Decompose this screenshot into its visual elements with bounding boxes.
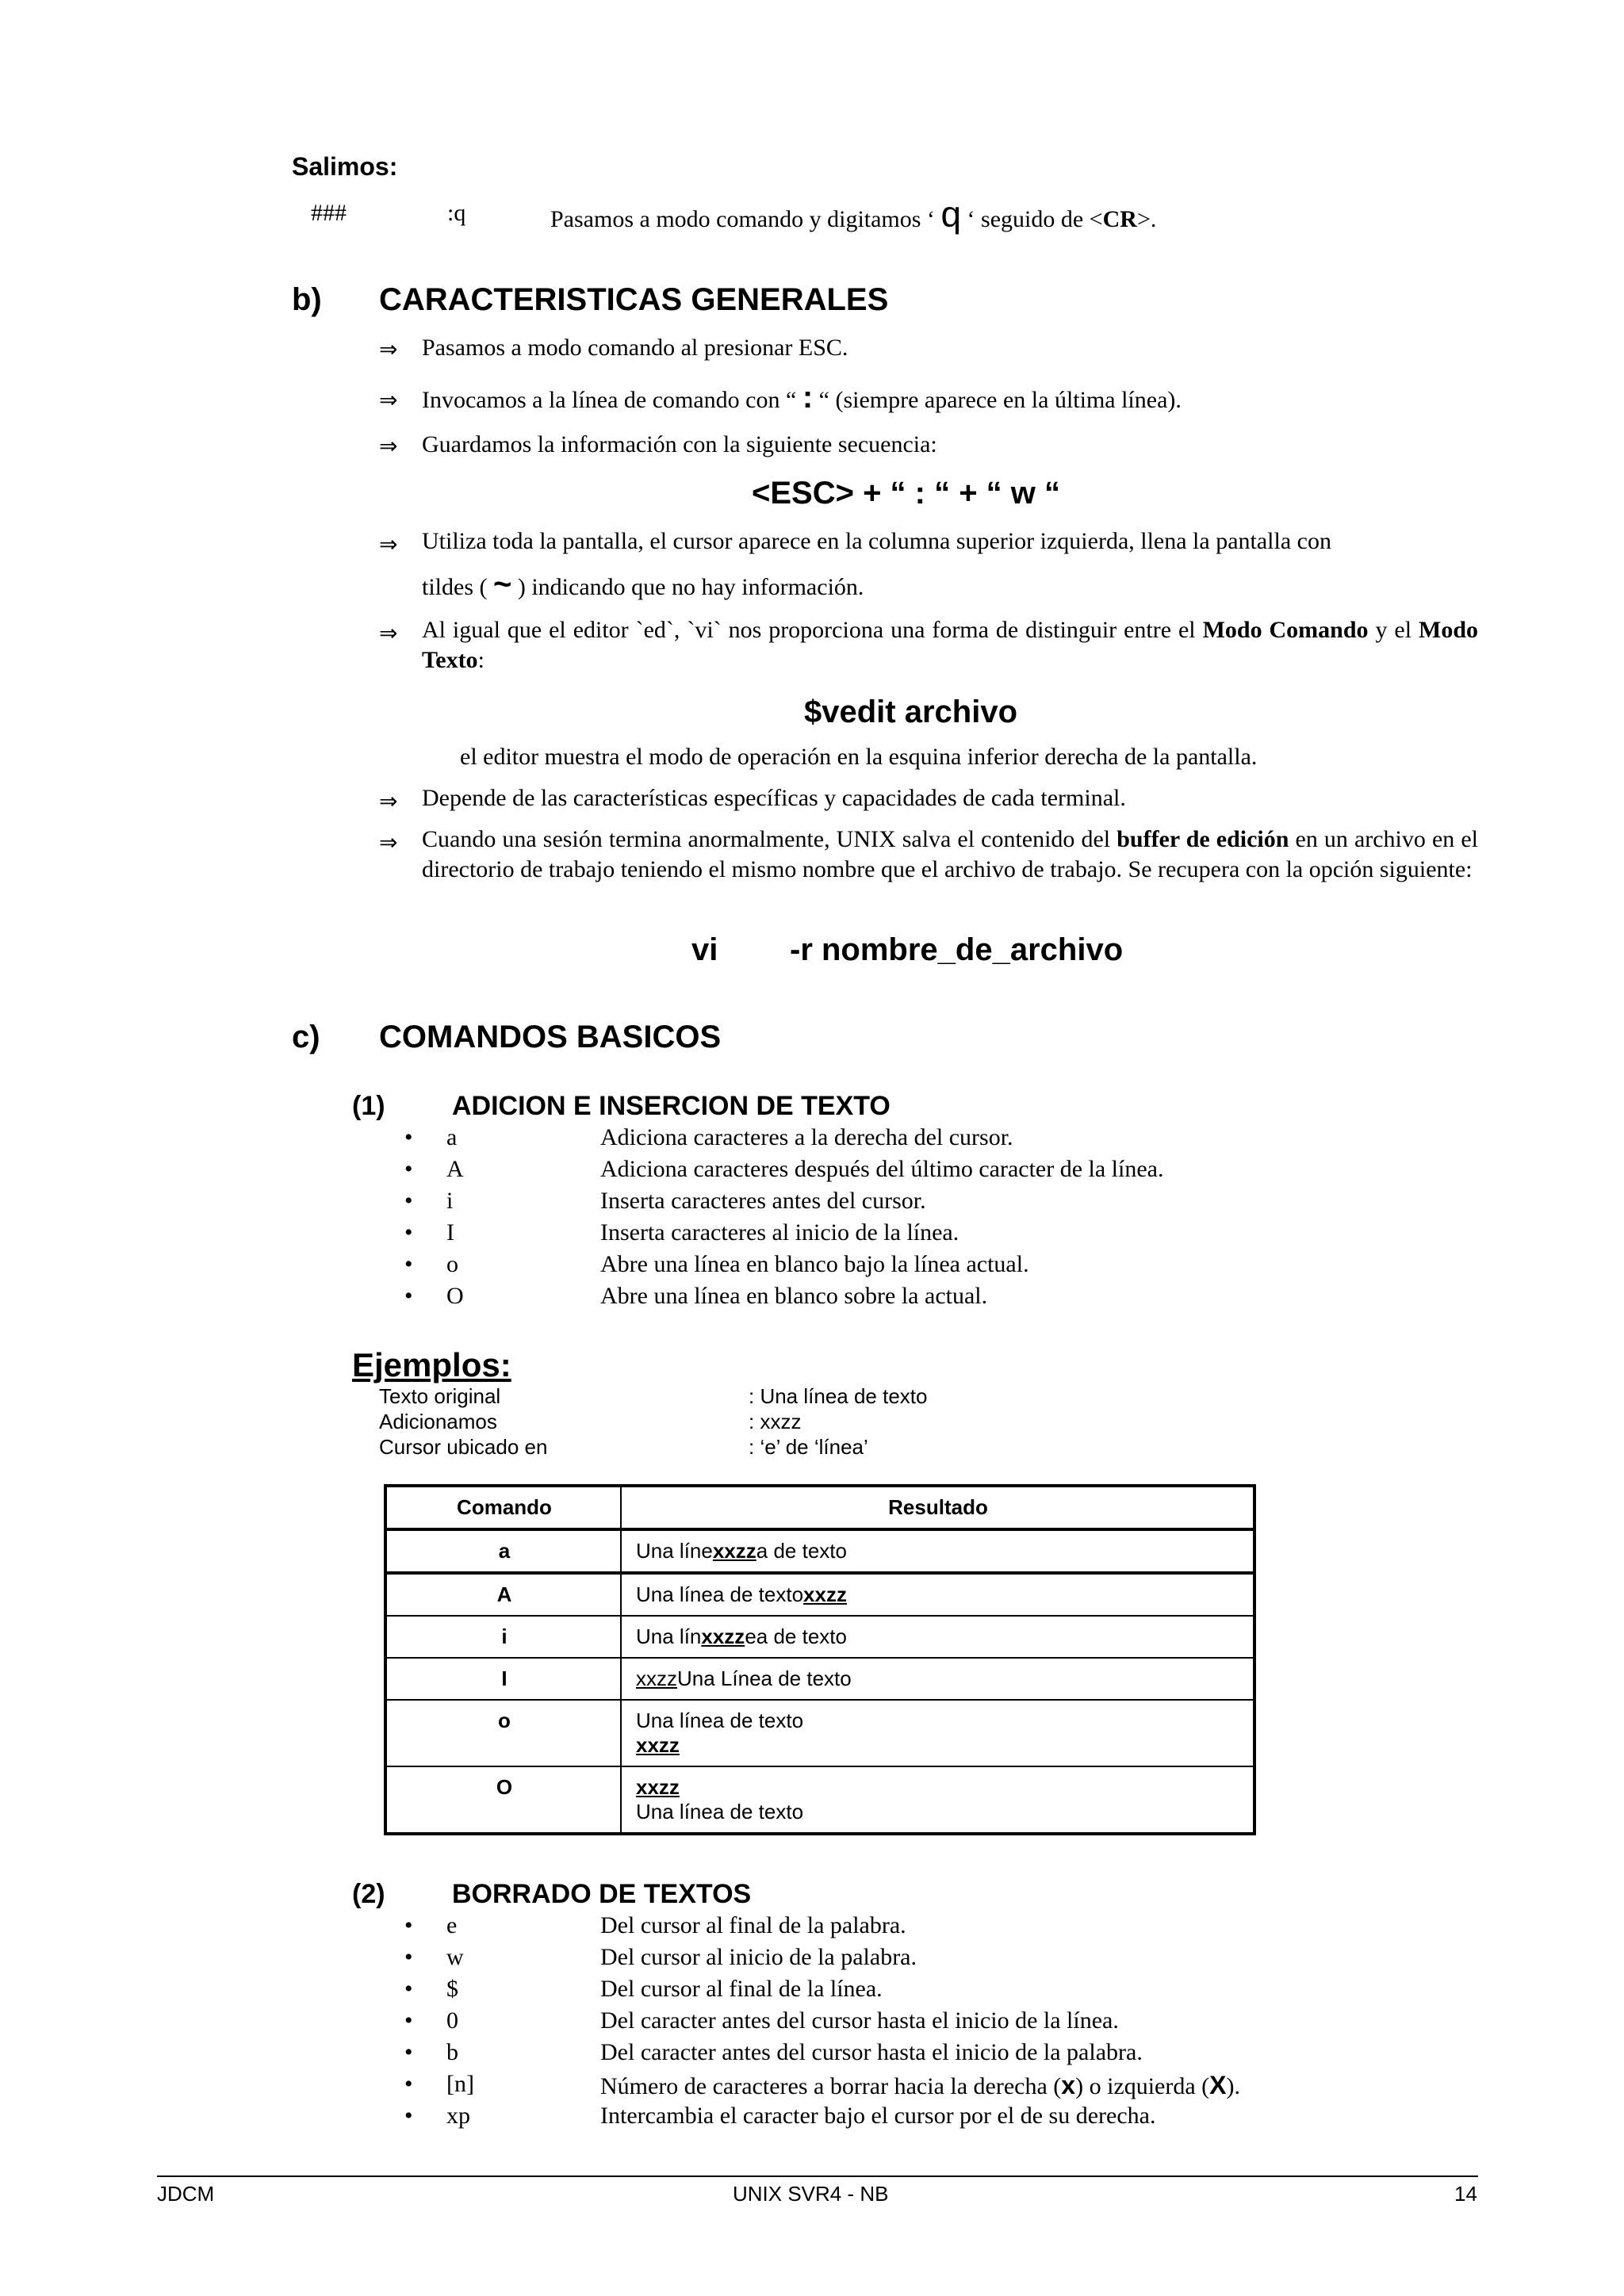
sub1-key: O xyxy=(446,1283,464,1309)
arrow-icon: ⇒ xyxy=(379,531,398,557)
inserted-text: xxzz xyxy=(636,1667,677,1690)
salimos-text-end: >. xyxy=(1136,206,1157,232)
command-cell: a xyxy=(385,1529,621,1573)
command-cell: A xyxy=(385,1573,621,1616)
sub1-desc: Inserta caracteres al inicio de la línea. xyxy=(600,1219,959,1246)
result-text: Una línea de texto xyxy=(636,1709,804,1732)
sub2-desc: Intercambia el caracter bajo el cursor por el de su derecha. xyxy=(600,2103,1156,2129)
sub1-key: a xyxy=(446,1124,458,1150)
result-text: Una lín xyxy=(636,1624,702,1648)
sub2-desc: Del caracter antes del cursor hasta el inicio de la línea. xyxy=(600,2007,1119,2034)
arrow-icon: ⇒ xyxy=(379,788,398,814)
section-c-title: COMANDOS BASICOS xyxy=(379,1020,722,1054)
modo-texto-label: Modo Texto xyxy=(422,617,1478,673)
caracteristica-5-end: : xyxy=(477,647,485,673)
salimos-description xyxy=(550,195,1156,239)
column-header-resultado: Resultado xyxy=(621,1486,1254,1529)
caracteristica-3: Guardamos la información con la siguiente secuencia: xyxy=(422,431,937,457)
sub1-desc: Inserta caracteres antes del cursor. xyxy=(600,1188,926,1214)
sub2-title: BORRADO DE TEXTOS xyxy=(452,1879,752,1909)
sub1-title: ADICION E INSERCION DE TEXTO xyxy=(452,1091,891,1121)
inserted-text: xxzz xyxy=(636,1733,680,1757)
result-text: Una línea de texto xyxy=(636,1800,804,1823)
caracteristica-7-text-after: en un archivo en el directorio de trabajo teniendo el mismo nombre que el archivo de trabajo. Se recupera con la opción siguiente: xyxy=(422,826,1478,882)
result-cell xyxy=(621,1658,1254,1700)
commands-table xyxy=(384,1484,1256,1835)
sub2-desc-end: ). xyxy=(1226,2073,1241,2099)
sub2-key: 0 xyxy=(446,2007,458,2034)
sub2-desc-text: Número de caracteres a borrar hacia la derecha ( xyxy=(600,2073,1062,2099)
modo-comando-label: Modo Comando xyxy=(1202,617,1369,643)
inserted-text: xxzz xyxy=(712,1539,756,1563)
command-cell: O xyxy=(385,1766,621,1834)
section-b-title: CARACTERISTICAS GENERALES xyxy=(379,282,889,317)
result-text: a de texto xyxy=(756,1539,847,1563)
vedit-note: el editor muestra el modo de operación en la esquina inferior derecha de la pantalla. xyxy=(460,744,1258,770)
caracteristica-6: Depende de las características específicas y capacidades de cada terminal. xyxy=(422,785,1126,811)
x-key: x xyxy=(1061,2071,1076,2099)
table-header-row xyxy=(385,1486,1254,1529)
bullet-icon: • xyxy=(404,1156,413,1182)
salimos-heading: Salimos: xyxy=(292,152,398,181)
ejemplo-label: Cursor ubicado en xyxy=(379,1435,548,1459)
ejemplo-value: : xxzz xyxy=(749,1410,802,1433)
ejemplo-value: : ‘e’ de ‘línea’ xyxy=(749,1435,868,1459)
caracteristica-5-mid: y el xyxy=(1368,617,1419,643)
sub2-number: (2) xyxy=(352,1879,385,1909)
bullet-icon: • xyxy=(404,2071,413,2097)
result-cell xyxy=(621,1573,1254,1616)
bullet-icon: • xyxy=(404,1219,413,1246)
salimos-text-after: ‘ seguido de < xyxy=(967,206,1103,232)
caracteristica-2-text: Invocamos a la línea de comando con “ xyxy=(422,387,797,413)
result-text: ea de texto xyxy=(745,1624,847,1648)
salimos-command: :q xyxy=(447,200,466,226)
arrow-icon: ⇒ xyxy=(379,829,398,855)
table-row xyxy=(385,1529,1254,1573)
inserted-text: xxzz xyxy=(803,1582,847,1606)
table-row xyxy=(385,1573,1254,1616)
caracteristica-1: Pasamos a modo comando al presionar ESC. xyxy=(422,335,848,361)
sub2-key: [n] xyxy=(446,2071,474,2097)
bullet-icon: • xyxy=(404,1944,413,1970)
bullet-icon: • xyxy=(404,2039,413,2065)
salimos-marker: ### xyxy=(311,200,347,226)
esc-sequence: <ESC> + “ : “ + “ w “ xyxy=(752,476,1061,511)
sub2-desc xyxy=(600,2071,1240,2100)
ejemplos-heading: Ejemplos: xyxy=(352,1346,511,1383)
sub2-key: e xyxy=(446,1912,458,1938)
recover-option: -r nombre_de_archivo xyxy=(790,932,1124,967)
ejemplo-value: : Una línea de texto xyxy=(749,1384,928,1408)
tilde-symbol: ~ xyxy=(493,567,512,602)
command-cell: o xyxy=(385,1700,621,1766)
caracteristica-4-text: tildes ( xyxy=(422,574,488,600)
inserted-text: xxzz xyxy=(701,1624,745,1648)
sub2-desc: Del caracter antes del cursor hasta el inicio de la palabra. xyxy=(600,2039,1143,2065)
result-cell xyxy=(621,1766,1254,1834)
sub1-number: (1) xyxy=(352,1091,385,1121)
sub2-key: xp xyxy=(446,2103,470,2129)
arrow-icon: ⇒ xyxy=(379,433,398,459)
column-header-comando: Comando xyxy=(385,1486,621,1529)
footer-center: UNIX SVR4 - NB xyxy=(733,2182,889,2206)
inserted-text: xxzz xyxy=(636,1775,680,1799)
caracteristica-4-line2 xyxy=(422,569,864,603)
caracteristica-5-text: Al igual que el editor `ed`, `vi` nos proporciona una forma de distinguir entre el xyxy=(422,617,1203,643)
bullet-icon: • xyxy=(404,2007,413,2034)
sub2-key: w xyxy=(446,1944,464,1970)
arrow-icon: ⇒ xyxy=(379,336,398,362)
caracteristica-2 xyxy=(422,382,1182,415)
x-upper-key: X xyxy=(1209,2071,1227,2099)
result-cell xyxy=(621,1700,1254,1766)
caracteristica-2-text-after: “ (siempre aparece en la última línea). xyxy=(818,387,1182,413)
section-c-letter: c) xyxy=(292,1020,320,1054)
ejemplo-label: Texto original xyxy=(379,1384,501,1408)
arrow-icon: ⇒ xyxy=(379,387,398,413)
sub1-key: A xyxy=(446,1156,464,1182)
sub1-desc: Abre una línea en blanco bajo la línea actual. xyxy=(600,1251,1029,1277)
sub2-key: b xyxy=(446,2039,458,2065)
sub2-key: $ xyxy=(446,1976,458,2002)
sub1-key: i xyxy=(446,1188,454,1214)
table-row xyxy=(385,1658,1254,1700)
command-cell: I xyxy=(385,1658,621,1700)
table-row xyxy=(385,1766,1254,1834)
caracteristica-7 xyxy=(422,825,1478,885)
sub1-desc: Abre una línea en blanco sobre la actual. xyxy=(600,1283,988,1309)
result-cell xyxy=(621,1616,1254,1658)
arrow-icon: ⇒ xyxy=(379,620,398,646)
bullet-icon: • xyxy=(404,1124,413,1150)
command-cell: i xyxy=(385,1616,621,1658)
caracteristica-5 xyxy=(422,615,1478,675)
result-cell xyxy=(621,1529,1254,1573)
recover-command: vi xyxy=(691,932,718,967)
sub1-desc: Adiciona caracteres a la derecha del cursor. xyxy=(600,1124,1013,1150)
bullet-icon: • xyxy=(404,1912,413,1938)
sub2-desc: Del cursor al inicio de la palabra. xyxy=(600,1944,917,1970)
salimos-key-q: q xyxy=(940,193,962,235)
sub1-desc: Adiciona caracteres después del último caracter de la línea. xyxy=(600,1156,1164,1182)
bullet-icon: • xyxy=(404,1251,413,1277)
sub2-desc: Del cursor al final de la palabra. xyxy=(600,1912,906,1938)
vedit-command: $vedit archivo xyxy=(804,695,1018,729)
section-b-letter: b) xyxy=(292,282,322,317)
sub1-key: o xyxy=(446,1251,458,1277)
table-row xyxy=(385,1700,1254,1766)
bullet-icon: • xyxy=(404,2103,413,2129)
result-text: Una línea de texto xyxy=(636,1582,804,1606)
salimos-text: Pasamos a modo comando y digitamos ‘ xyxy=(550,206,935,232)
table-row xyxy=(385,1616,1254,1658)
page-number: 14 xyxy=(1454,2182,1477,2206)
bullet-icon: • xyxy=(404,1283,413,1309)
sub2-desc: Del cursor al final de la línea. xyxy=(600,1976,883,2002)
sub1-key: I xyxy=(446,1219,454,1246)
caracteristica-7-text: Cuando una sesión termina anormalmente, UNIX salva el contenido del xyxy=(422,826,1117,852)
sub2-desc-mid: ) o izquierda ( xyxy=(1075,2073,1210,2099)
result-text: Una líne xyxy=(636,1539,713,1563)
footer-rule xyxy=(157,2175,1478,2177)
bullet-icon: • xyxy=(404,1976,413,2002)
caracteristica-4-text-after: ) indicando que no hay información. xyxy=(517,574,864,600)
salimos-cr: CR xyxy=(1102,206,1137,232)
bullet-icon: • xyxy=(404,1188,413,1214)
ejemplo-label: Adicionamos xyxy=(379,1410,497,1433)
caracteristica-4-line1: Utiliza toda la pantalla, el cursor aparece en la columna superior izquierda, llena la pantalla con xyxy=(422,528,1331,554)
buffer-label: buffer de edición xyxy=(1116,826,1289,852)
colon-symbol: : xyxy=(802,380,814,415)
result-text: Una Línea de texto xyxy=(677,1667,852,1690)
footer-left: JDCM xyxy=(157,2182,215,2206)
